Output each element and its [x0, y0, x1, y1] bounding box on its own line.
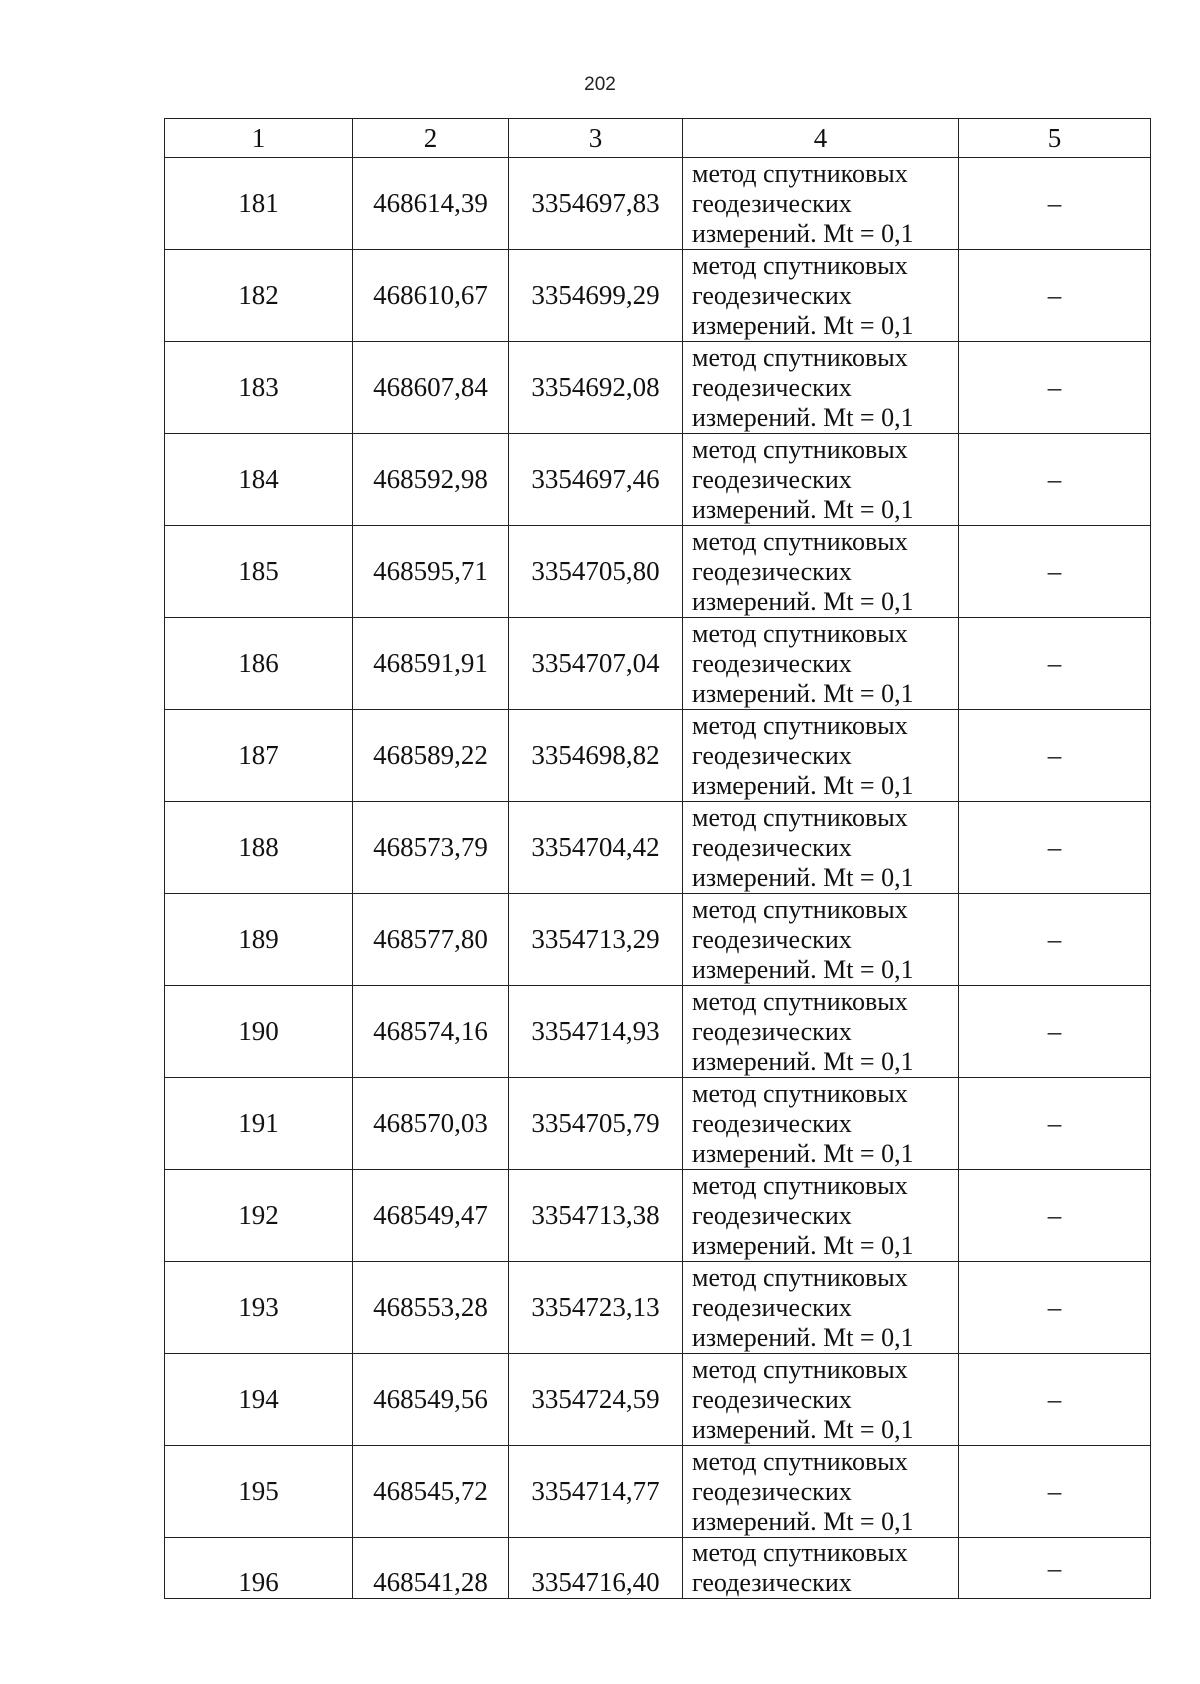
- table-row: [165, 1078, 1151, 1170]
- method-line-2: геодезических: [692, 372, 852, 402]
- table-row: [165, 710, 1151, 802]
- point-number-cell: 196: [165, 1538, 353, 1599]
- method-line-3: измерений. Mt = 0,1: [692, 954, 914, 984]
- x-coordinate-cell: 468589,22: [353, 710, 509, 802]
- x-coordinate-cell: 468577,80: [353, 894, 509, 986]
- x-coordinate-cell: 468591,91: [353, 618, 509, 710]
- method-line-1: метод спутниковых: [692, 158, 908, 188]
- header-cell: 4: [683, 119, 959, 158]
- table-row: [165, 1170, 1151, 1262]
- x-coordinate-cell: 468595,71: [353, 526, 509, 618]
- note-cell: –: [959, 1170, 1151, 1262]
- y-coordinate-cell: 3354699,29: [509, 250, 683, 342]
- point-number-cell: 185: [165, 526, 353, 618]
- point-number-cell: 194: [165, 1354, 353, 1446]
- method-cell: [683, 342, 959, 434]
- method-cell: [683, 434, 959, 526]
- x-coordinate-cell: 468553,28: [353, 1262, 509, 1354]
- point-number-cell: 182: [165, 250, 353, 342]
- method-line-1: метод спутниковых: [692, 1170, 908, 1200]
- note-cell: –: [959, 526, 1151, 618]
- method-cell: [683, 1354, 959, 1446]
- note-cell: –: [959, 986, 1151, 1078]
- y-coordinate-cell: 3354713,29: [509, 894, 683, 986]
- point-number-cell: 186: [165, 618, 353, 710]
- point-number-cell: 189: [165, 894, 353, 986]
- method-line-1: метод спутниковых: [692, 802, 908, 832]
- table-row: [165, 1446, 1151, 1538]
- method-line-2: геодезических: [692, 832, 852, 862]
- y-coordinate-cell: 3354697,46: [509, 434, 683, 526]
- table-row: [165, 802, 1151, 894]
- method-line-3: измерений. Mt = 0,1: [692, 770, 914, 800]
- method-line-2: геодезических: [692, 1200, 852, 1230]
- method-line-1: метод спутниковых: [692, 986, 908, 1016]
- method-cell: [683, 1262, 959, 1354]
- method-cell: [683, 802, 959, 894]
- method-line-2: геодезических: [692, 648, 852, 678]
- table-row: [165, 250, 1151, 342]
- y-coordinate-cell: 3354704,42: [509, 802, 683, 894]
- x-coordinate-cell: 468573,79: [353, 802, 509, 894]
- y-coordinate-cell: 3354713,38: [509, 1170, 683, 1262]
- method-line-3: измерений. Mt = 0,1: [692, 862, 914, 892]
- method-line-2: геодезических: [692, 1568, 852, 1597]
- header-cell: 3: [509, 119, 683, 158]
- method-cell: [683, 710, 959, 802]
- y-coordinate-cell: 3354705,80: [509, 526, 683, 618]
- table-row: [165, 342, 1151, 434]
- table-row-partial: [165, 1538, 1151, 1599]
- method-line-1: метод спутниковых: [692, 1446, 908, 1476]
- method-line-2: геодезических: [692, 188, 852, 218]
- method-cell: [683, 1078, 959, 1170]
- note-cell: –: [959, 710, 1151, 802]
- method-cell: [683, 250, 959, 342]
- note-cell: –: [959, 894, 1151, 986]
- x-coordinate-cell: 468574,16: [353, 986, 509, 1078]
- method-line-3: измерений. Mt = 0,1: [692, 678, 914, 708]
- method-line-1: метод спутниковых: [692, 250, 908, 280]
- method-cell: [683, 618, 959, 710]
- header-cell: 1: [165, 119, 353, 158]
- note-cell: –: [959, 1078, 1151, 1170]
- table-row: [165, 526, 1151, 618]
- point-number-cell: 184: [165, 434, 353, 526]
- method-line-1: метод спутниковых: [692, 1078, 908, 1108]
- y-coordinate-cell: 3354698,82: [509, 710, 683, 802]
- method-line-1: метод спутниковых: [692, 710, 908, 740]
- method-line-2: геодезических: [692, 1292, 852, 1322]
- method-line-1: метод спутниковых: [692, 342, 908, 372]
- note-cell: –: [959, 1354, 1151, 1446]
- x-coordinate-cell: 468614,39: [353, 158, 509, 250]
- note-cell: –: [959, 250, 1151, 342]
- header-cell: 2: [353, 119, 509, 158]
- x-coordinate-cell: 468607,84: [353, 342, 509, 434]
- method-line-1: метод спутниковых: [692, 526, 908, 556]
- note-cell: –: [959, 1446, 1151, 1538]
- point-number-cell: 193: [165, 1262, 353, 1354]
- method-line-3: измерений. Mt = 0,1: [692, 494, 914, 524]
- method-line-3: измерений. Mt = 0,1: [692, 402, 914, 432]
- table-row: [165, 894, 1151, 986]
- method-line-2: геодезических: [692, 556, 852, 586]
- method-line-3: измерений. Mt = 0,1: [692, 1506, 914, 1536]
- method-line-1: метод спутниковых: [692, 434, 908, 464]
- method-line-2: геодезических: [692, 740, 852, 770]
- x-coordinate-cell: 468549,56: [353, 1354, 509, 1446]
- method-line-3: измерений. Mt = 0,1: [692, 1322, 914, 1352]
- note-cell: –: [959, 434, 1151, 526]
- coordinates-table-container: [164, 118, 1150, 1599]
- y-coordinate-cell: 3354724,59: [509, 1354, 683, 1446]
- point-number-cell: 195: [165, 1446, 353, 1538]
- method-cell: [683, 894, 959, 986]
- method-cell: [683, 986, 959, 1078]
- x-coordinate-cell: 468549,47: [353, 1170, 509, 1262]
- method-line-2: геодезических: [692, 464, 852, 494]
- coordinates-table: [164, 118, 1151, 1599]
- table-body: [165, 158, 1151, 1599]
- y-coordinate-cell: 3354714,77: [509, 1446, 683, 1538]
- method-cell: [683, 1170, 959, 1262]
- table-row: [165, 618, 1151, 710]
- table-row: [165, 434, 1151, 526]
- note-cell: –: [959, 1538, 1151, 1599]
- y-coordinate-cell: 3354697,83: [509, 158, 683, 250]
- method-line-3: измерений. Mt = 0,1: [692, 586, 914, 616]
- table-row: [165, 986, 1151, 1078]
- y-coordinate-cell: 3354714,93: [509, 986, 683, 1078]
- method-line-1: метод спутниковых: [692, 1354, 908, 1384]
- y-coordinate-cell: 3354692,08: [509, 342, 683, 434]
- point-number-cell: 191: [165, 1078, 353, 1170]
- point-number-cell: 188: [165, 802, 353, 894]
- y-coordinate-cell: 3354705,79: [509, 1078, 683, 1170]
- method-cell: [683, 1538, 959, 1599]
- method-cell: [683, 526, 959, 618]
- x-coordinate-cell: 468610,67: [353, 250, 509, 342]
- method-line-1: метод спутниковых: [692, 618, 908, 648]
- method-line-3: измерений. Mt = 0,1: [692, 218, 914, 248]
- point-number-cell: 190: [165, 986, 353, 1078]
- method-cell: [683, 1446, 959, 1538]
- method-line-3: измерений. Mt = 0,1: [692, 1138, 914, 1168]
- method-line-2: геодезических: [692, 1016, 852, 1046]
- y-coordinate-cell: 3354723,13: [509, 1262, 683, 1354]
- point-number-cell: 187: [165, 710, 353, 802]
- table-row: [165, 1262, 1151, 1354]
- method-cell: [683, 158, 959, 250]
- note-cell: –: [959, 1262, 1151, 1354]
- method-line-3: измерений. Mt = 0,1: [692, 1230, 914, 1260]
- page-number: 202: [584, 74, 616, 95]
- note-cell: –: [959, 158, 1151, 250]
- method-line-1: метод спутниковых: [692, 1262, 908, 1292]
- x-coordinate-cell: 468541,28: [353, 1538, 509, 1599]
- method-line-3: измерений. Mt = 0,1: [692, 1046, 914, 1076]
- y-coordinate-cell: 3354716,40: [509, 1538, 683, 1599]
- x-coordinate-cell: 468570,03: [353, 1078, 509, 1170]
- table-header-row: [165, 119, 1151, 158]
- method-line-2: геодезических: [692, 1384, 852, 1414]
- method-line-3: измерений. Mt = 0,1: [692, 1414, 914, 1444]
- method-line-2: геодезических: [692, 280, 852, 310]
- point-number-cell: 192: [165, 1170, 353, 1262]
- method-line-1: метод спутниковых: [692, 1538, 908, 1567]
- table-row: [165, 158, 1151, 250]
- note-cell: –: [959, 618, 1151, 710]
- point-number-cell: 181: [165, 158, 353, 250]
- method-line-2: геодезических: [692, 924, 852, 954]
- x-coordinate-cell: 468545,72: [353, 1446, 509, 1538]
- table-row: [165, 1354, 1151, 1446]
- method-line-2: геодезических: [692, 1476, 852, 1506]
- method-line-3: измерений. Mt = 0,1: [692, 310, 914, 340]
- method-line-2: геодезических: [692, 1108, 852, 1138]
- point-number-cell: 183: [165, 342, 353, 434]
- method-line-1: метод спутниковых: [692, 894, 908, 924]
- note-cell: –: [959, 342, 1151, 434]
- header-cell: 5: [959, 119, 1151, 158]
- note-cell: –: [959, 802, 1151, 894]
- x-coordinate-cell: 468592,98: [353, 434, 509, 526]
- y-coordinate-cell: 3354707,04: [509, 618, 683, 710]
